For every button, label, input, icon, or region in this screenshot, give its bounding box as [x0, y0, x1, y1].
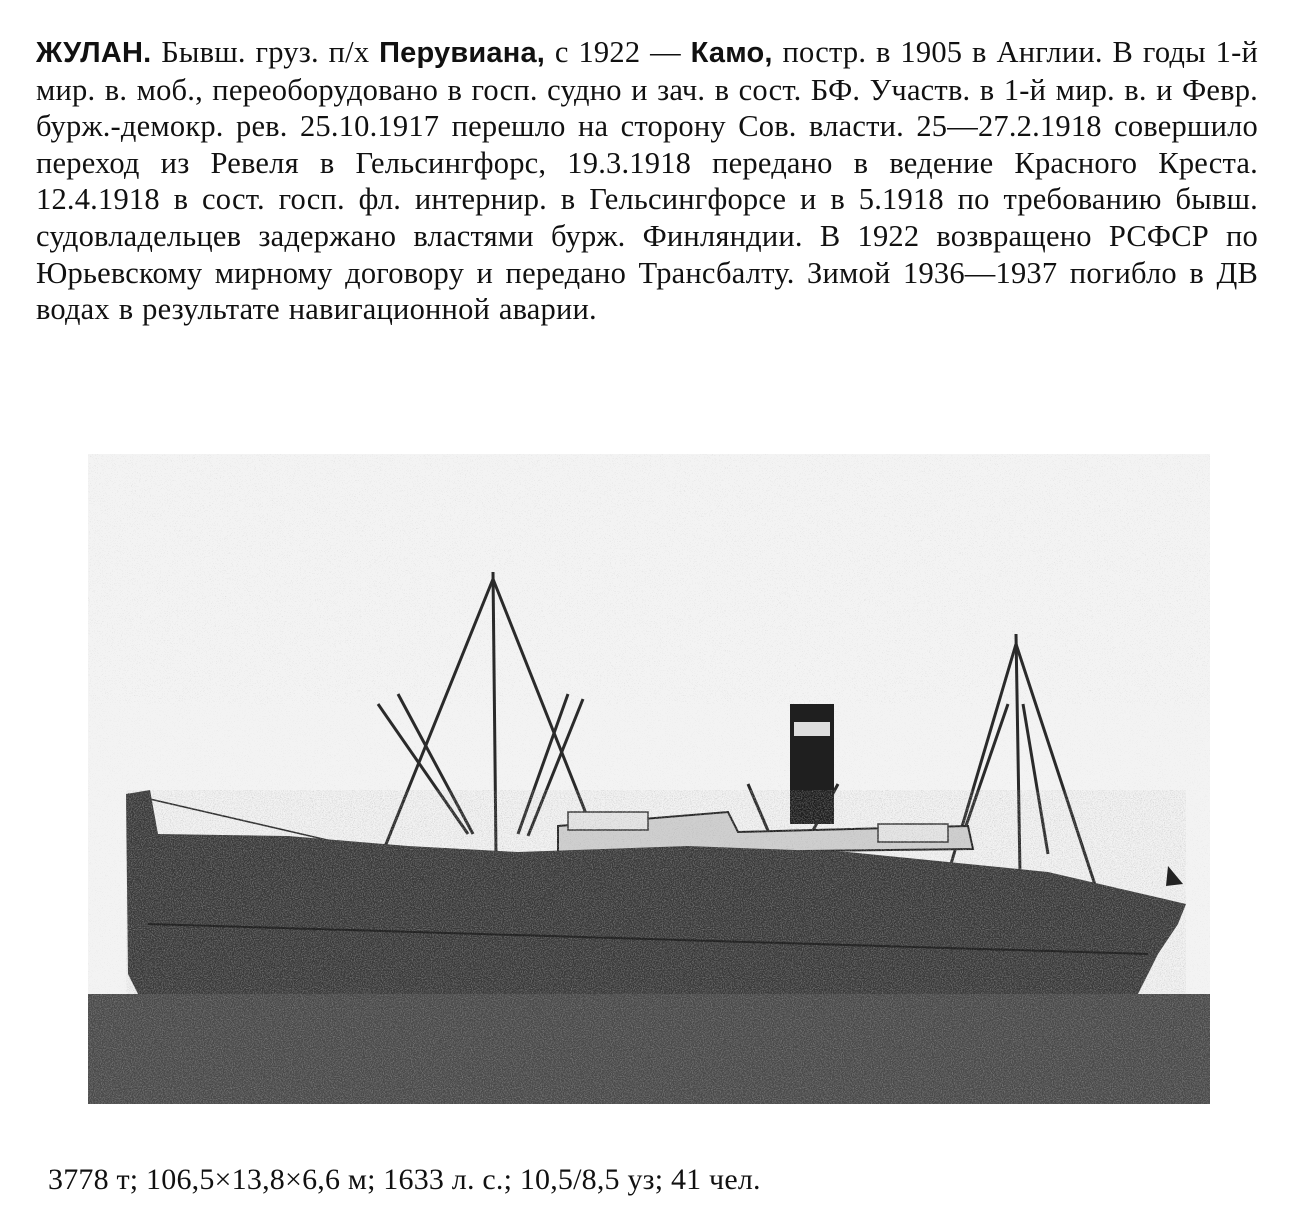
ship-name: ЖУЛАН.	[36, 37, 152, 69]
renamed-to: Камо,	[690, 37, 773, 69]
ship-photo-image	[88, 454, 1210, 1104]
entry-paragraph	[36, 34, 1258, 328]
entry-text-b: с 1922 —	[545, 35, 691, 69]
entry-text-c: постр. в 1905 в Англии. В годы 1-й мир. в. моб., переоборудовано в госп. судно и зач. в сост. БФ. Участв. в 1-й мир. в. и Февр. бурж.-демокр. рев. 25.10.1917 перешло на сторону Сов. власти. 25—27.2.1918 совершило переход из Ревеля в Гельсингфорс, 19.3.1918 передано в ведение Красного Креста. 12.4.1918 в сост. госп. фл. интернир. в Гельсингфорсе и в 5.1918 по требованию бывш. судовладельцев задержано властями бурж. Финляндии. В 1922 возвращено РСФСР по Юрьевскому мирному договору и передано Трансбалту. Зимой 1936—1937 погибло в ДВ водах в результате навигационной аварии.	[36, 35, 1258, 327]
entry-text-a: Бывш. груз. п/х	[151, 35, 380, 69]
former-name: Перувиана,	[379, 37, 546, 69]
ship-specifications: 3778 т; 106,5×13,8×6,6 м; 1633 л. с.; 10,5/8,5 уз; 41 чел.	[48, 1163, 761, 1196]
ship-photo	[88, 454, 1210, 1104]
